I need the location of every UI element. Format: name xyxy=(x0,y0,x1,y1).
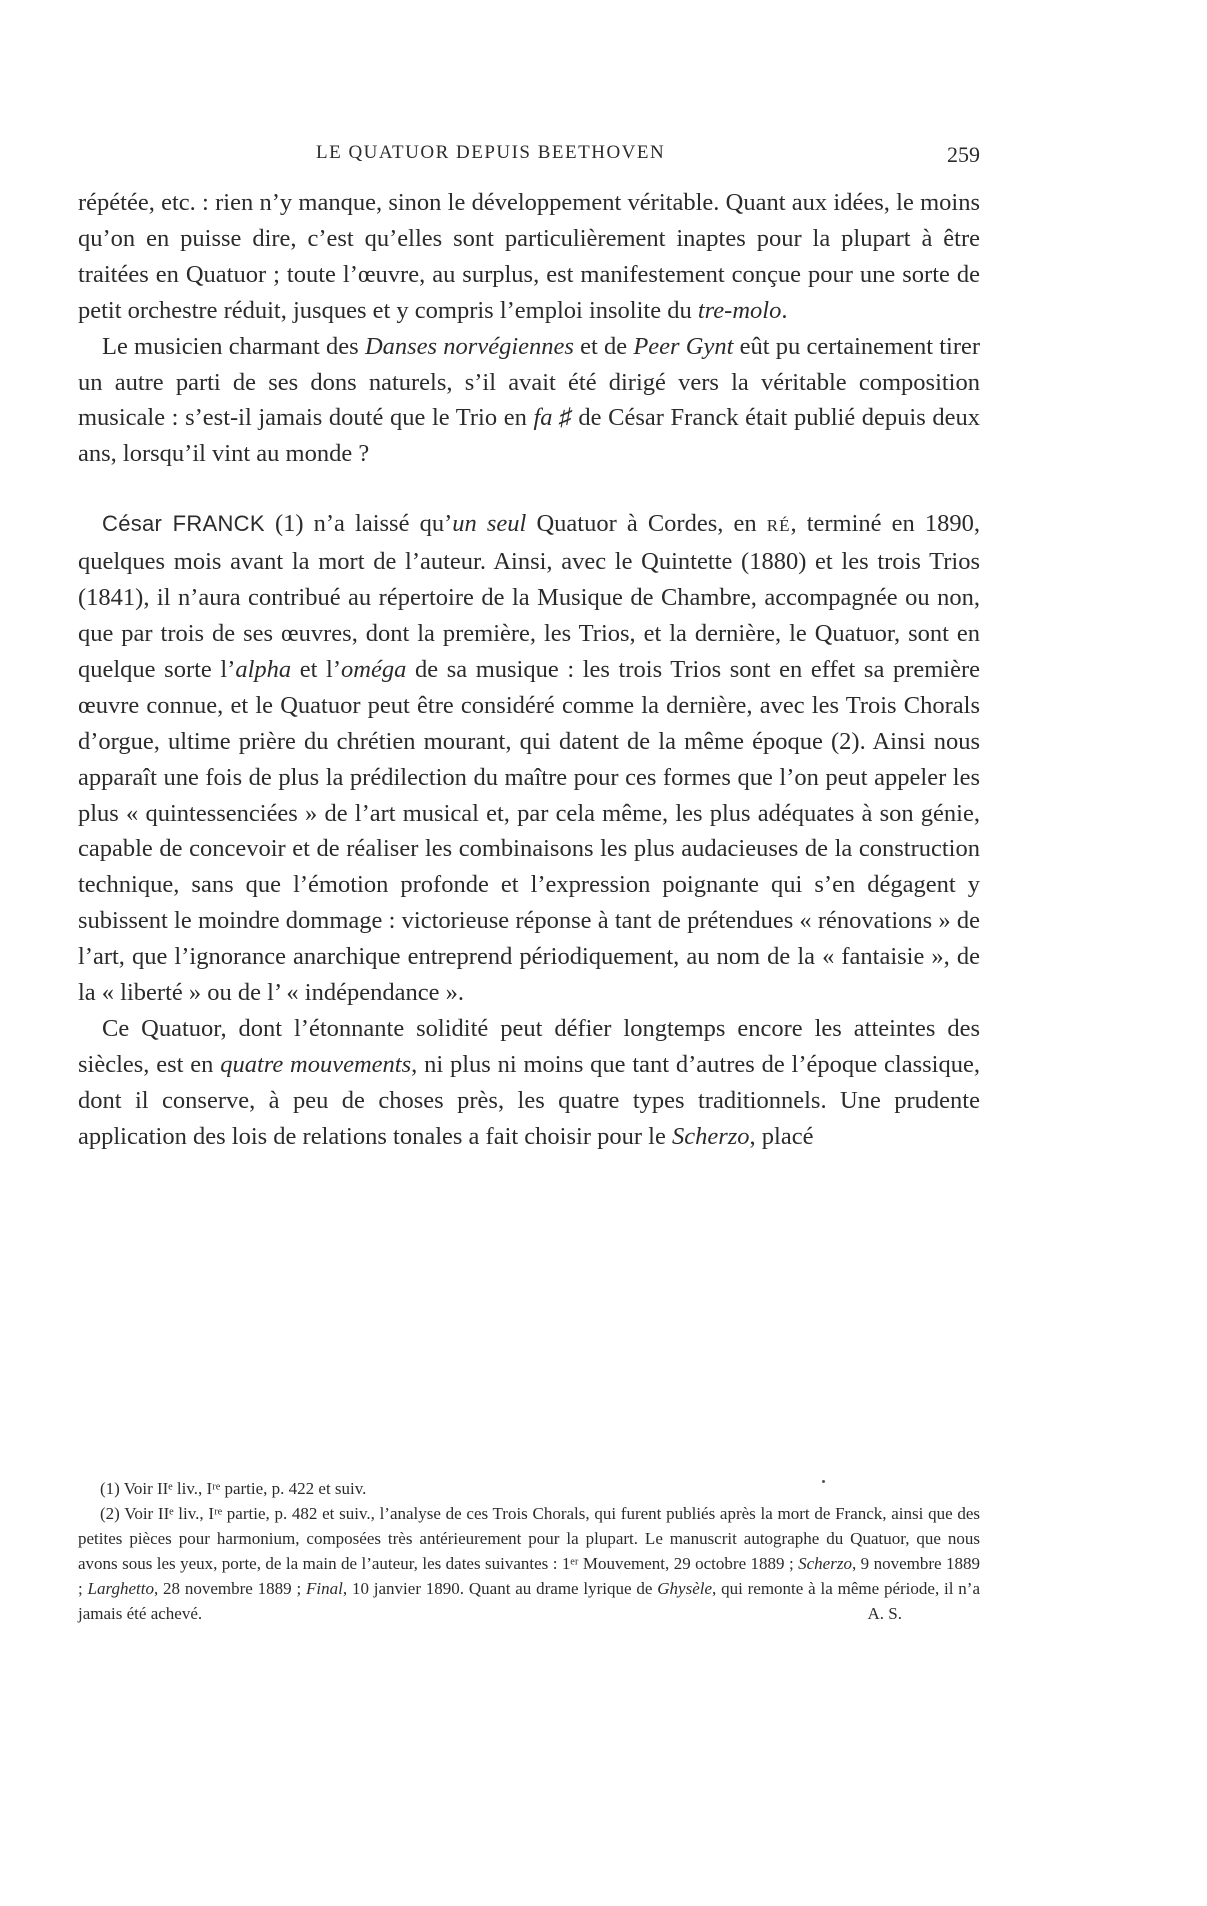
paragraph xyxy=(78,329,980,473)
text-run: répétée, etc. : rien n’y manque, sinon le développement véritable. Quant aux idées, le moins qu’on en puisse dire, c’est qu’elles sont particulièrement inaptes pour la plupart à être traitées en Quatuor ; toute l’œuvre, au surplus, est manifestement conçue pour une sorte de petit orchestre réduit, jusques et y compris l’emploi insolite du xyxy=(78,189,980,324)
key-name: RÉ xyxy=(766,516,791,536)
footnote-signature: A. S. xyxy=(867,1604,902,1623)
italic-text: Danses norvégiennes xyxy=(364,332,574,360)
author-name: César FRANCK xyxy=(102,511,265,537)
running-head-title: LE QUATUOR DEPUIS BEETHOVEN xyxy=(316,142,666,163)
italic-text: un seul xyxy=(452,510,527,538)
text-run: , 28 novembre 1889 ; xyxy=(153,1579,307,1598)
text-run: Ce Quatuor, dont l’étonnante solidité peut défier longtemps encore les atteintes des siècles, est en xyxy=(78,1014,980,1078)
paragraph xyxy=(78,1011,980,1155)
italic-text: fa ♯ xyxy=(533,404,572,432)
text-run: , terminé en 1890, quelques mois avant la mort de l’auteur. Ainsi, avec le Quintette (1880) et les trois Trios (1841), il n’aura contribué au répertoire de la Musique de Chambre, accompagnée ou non, que par trois de ses œuvres, dont la première, les Trios, et la dernière, le Quatuor, sont en quelque sorte l’ xyxy=(78,510,981,683)
page-number: 259 xyxy=(947,142,980,167)
running-head xyxy=(78,142,980,166)
text-run: , 9 novembre 1889 ; xyxy=(78,1554,980,1598)
italic-text: quatre mouvements xyxy=(220,1050,412,1078)
body-text xyxy=(78,185,980,1155)
text-run: Quatuor à Cordes, en xyxy=(526,510,767,538)
text-run: eût pu certainement tirer un autre parti de ses dons naturels, s’il avait été dirigé vers la véritable composition musicale : s’est-il jamais douté que le Trio en xyxy=(78,332,981,432)
text-run: , ni plus ni moins que tant d’autres de l’époque classique, dont il conserve, à peu de choses près, les quatre types traditionnels. Une prudente application des lois de relations tonales a fait choisir pour le xyxy=(78,1050,980,1150)
italic-text: Scherzo xyxy=(798,1554,852,1573)
italic-text: oméga xyxy=(341,655,407,683)
text-run: Le musicien charmant des xyxy=(102,332,365,360)
footnotes xyxy=(78,1476,980,1626)
text-run: , qui remonte à la même période, il n’a jamais été achevé. xyxy=(78,1579,980,1623)
text-run: et l’ xyxy=(291,655,342,683)
paragraph xyxy=(78,185,980,329)
italic-text: Larghetto xyxy=(87,1579,154,1598)
italic-text: Scherzo xyxy=(671,1122,750,1150)
text-run: (2) Voir IIᵉ liv., Iʳᵉ partie, p. 482 et suiv., l’analyse de ces Trois Chorals, qui furent publiés après la mort de Franck, ainsi que des petites pièces pour harmonium, composées très antérieurement pour la plupart. Le manuscrit autographe du Quatuor, que nous avons sous les yeux, porte, de la main de l’auteur, les dates suivantes : 1ᵉʳ Mouvement, 29 octobre 1889 ; xyxy=(78,1504,980,1573)
italic-text: alpha xyxy=(235,655,292,683)
italic-text: Final xyxy=(306,1579,343,1598)
text-run: (1) n’a laissé qu’ xyxy=(264,510,453,538)
text-run: de sa musique : les trois Trios sont en effet sa première œuvre connue, et le Quatuor peut être considéré comme la dernière, avec les Trois Chorals d’orgue, ultime prière du chrétien mourant, qui datent de la même époque (2). Ainsi nous apparaît une fois de plus la prédilection du maître pour ces formes que l’on peut appeler les plus « quintessenciées » de l’art musical et, par cela même, les plus adéquates à son génie, capable de concevoir et de réaliser les combinaisons les plus audacieuses de la construction technique, sans que l’émotion profonde et l’expression poignante qui s’en dégagent y subissent le moindre dommage : victorieuse réponse à tant de prétendues « rénovations » de l’art, que l’ignorance anarchique entreprend périodiquement, au nom de la « fantaisie », de la « liberté » ou de l’ « indépendance ». xyxy=(78,655,980,1007)
text-run: . xyxy=(781,296,788,324)
text-run: de César Franck était publié depuis deux ans, lorsqu’il vint au monde ? xyxy=(78,404,980,468)
paragraph xyxy=(78,506,980,1011)
text-run: et de xyxy=(573,332,634,360)
italic-text: tre-molo xyxy=(697,296,782,324)
text-run: , placé xyxy=(749,1122,814,1150)
italic-text: Peer Gynt xyxy=(633,332,734,360)
text-run: (1) Voir IIᵉ liv., Iʳᵉ partie, p. 422 et suiv. xyxy=(100,1479,367,1498)
italic-text: Ghysèle xyxy=(657,1579,713,1598)
text-run: , 10 janvier 1890. Quant au drame lyrique de xyxy=(342,1579,658,1598)
footnote xyxy=(78,1476,980,1501)
